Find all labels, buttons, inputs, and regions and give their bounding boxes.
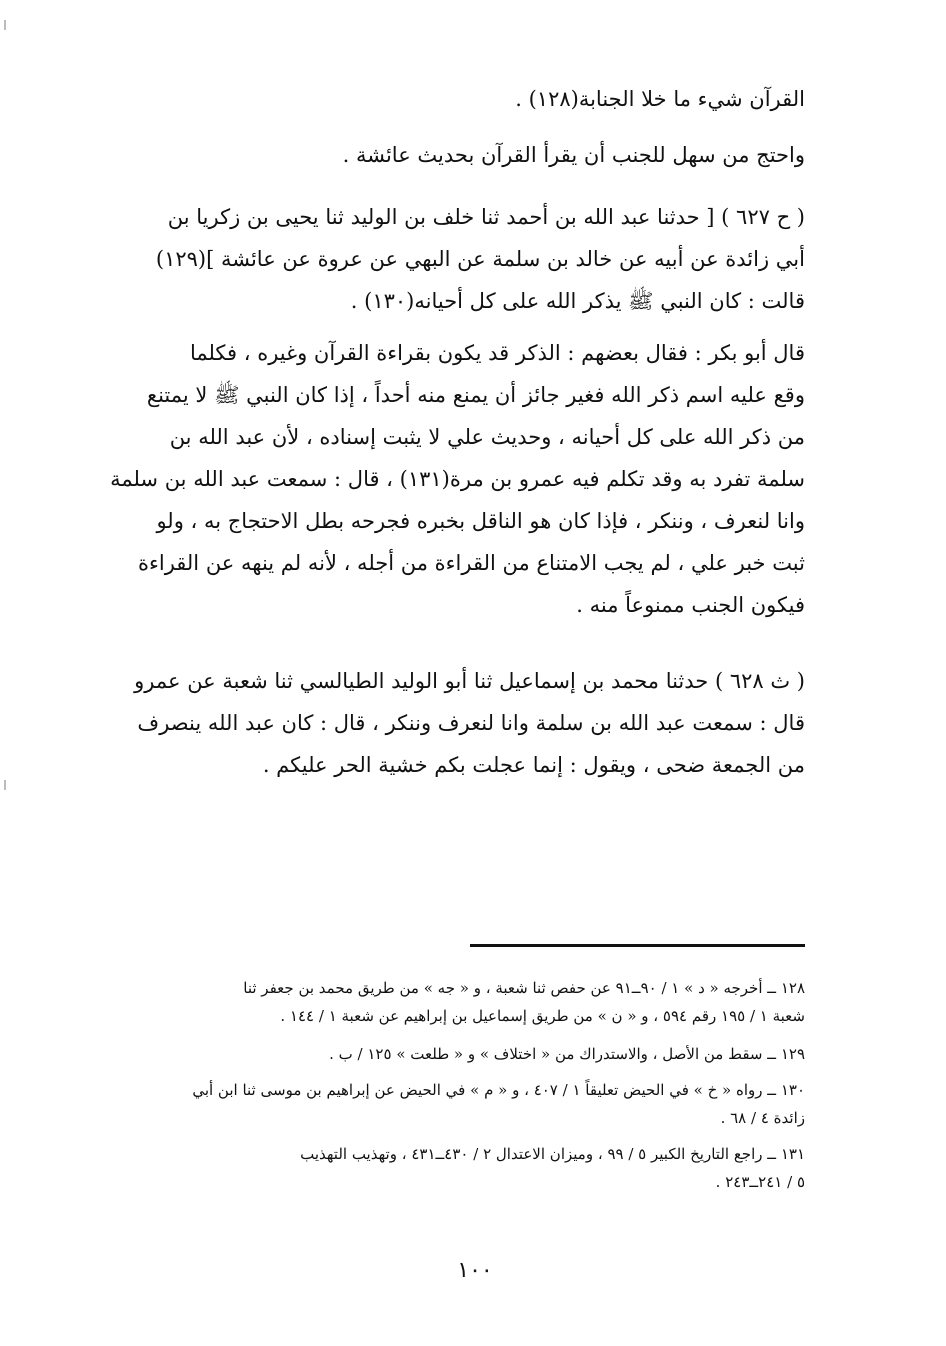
paragraph-argument: [140, 134, 805, 176]
footnote-line: ١٣١ ــ راجع التاريخ الكبير ٥ / ٩٩ ، وميزان الاعتدال ٢ / ٤٣٠ــ٤٣١ ، وتهذيب التهذيب: [300, 1145, 805, 1163]
text-line: سلمة تفرد به وقد تكلم فيه عمرو بن مرة(١٣١) ، قال : سمعت عبد الله بن سلمة: [110, 467, 805, 491]
footnote-line: ١٢٨ ــ أخرجه « د » ١ / ٩٠ــ٩١ عن حفص ثنا شعبة ، و « جه » من طريق محمد بن جعفر ثنا: [243, 979, 805, 997]
text-line: ثبت خبر علي ، لم يجب الامتناع من القراءة من أجله ، لأنه لم ينهه عن القراءة: [137, 551, 805, 575]
footnote-line: زائدة ٤ / ٦٨ .: [720, 1109, 805, 1127]
text-line: وانا لنعرف ، وننكر ، فإذا كان هو الناقل بخبره فجرحه بطل الاحتجاج به ، ولو: [156, 509, 805, 533]
footnote-line: ٥ / ٢٤١ــ٢٤٣ .: [715, 1173, 805, 1191]
text-line: ( ث ٦٢٨ ) حدثنا محمد بن إسماعيل ثنا أبو الوليد الطيالسي ثنا شعبة عن عمرو: [134, 669, 805, 693]
text-line: وقع عليه اسم ذكر الله فغير جائز أن يمنع منه أحداً ، إذا كان النبي ﷺ لا يمتنع: [146, 383, 805, 407]
footnote-131: [140, 1140, 805, 1196]
text-line: ( ح ٦٢٧ ) [ حدثنا عبد الله بن أحمد ثنا خلف بن الوليد ثنا يحيى بن زكريا بن: [167, 205, 805, 229]
text-line: واحتج من سهل للجنب أن يقرأ القرآن بحديث عائشة .: [342, 143, 805, 167]
footnote-128: [140, 974, 805, 1030]
footnote-line: شعبة ١ / ١٩٥ رقم ٥٩٤ ، و « ن » من طريق إسماعيل بن إبراهيم عن شعبة ١ / ١٤٤ .: [280, 1007, 805, 1025]
paragraph-continuation: [140, 78, 805, 120]
scan-edge-mark: [4, 780, 6, 790]
footnote-130: [140, 1076, 805, 1132]
athar-628: [134, 660, 805, 786]
footnote-separator: [470, 944, 805, 947]
footnote-129: [140, 1040, 805, 1068]
hadith-627: [140, 196, 805, 322]
footnote-line: ١٢٩ ــ سقط من الأصل ، والاستدراك من « اختلاف » و « طلعت » ١٢٥ / ب .: [329, 1045, 805, 1063]
text-line: أبي زائدة عن أبيه عن خالد بن سلمة عن البهي عن عروة عن عائشة ](١٢٩): [155, 247, 805, 271]
text-line: من الجمعة ضحى ، ويقول : إنما عجلت بكم خشية الحر عليكم .: [262, 753, 805, 777]
text-line: القرآن شيء ما خلا الجنابة(١٢٨) .: [515, 87, 805, 111]
text-line: قال : سمعت عبد الله بن سلمة وانا لنعرف وننكر ، قال : كان عبد الله ينصرف: [137, 711, 805, 735]
scan-edge-mark: [4, 20, 6, 30]
page-number: ١٠٠: [457, 1258, 493, 1283]
paragraph-abu-bakr: [110, 332, 805, 626]
text-line: قالت : كان النبي ﷺ يذكر الله على كل أحيانه(١٣٠) .: [350, 289, 805, 313]
footnote-line: ١٣٠ ــ رواه « خ » في الحيض تعليقاً ١ / ٤٠٧ ، و « م » في الحيض عن إبراهيم بن موسى ثنا ابن أبي: [192, 1081, 805, 1099]
text-line: من ذكر الله على كل أحيانه ، وحديث علي لا يثبت إسناده ، لأن عبد الله بن: [169, 425, 805, 449]
text-line: قال أبو بكر : فقال بعضهم : الذكر قد يكون بقراءة القرآن وغيره ، فكلما: [189, 341, 805, 365]
text-line: فيكون الجنب ممنوعاً منه .: [576, 593, 805, 617]
